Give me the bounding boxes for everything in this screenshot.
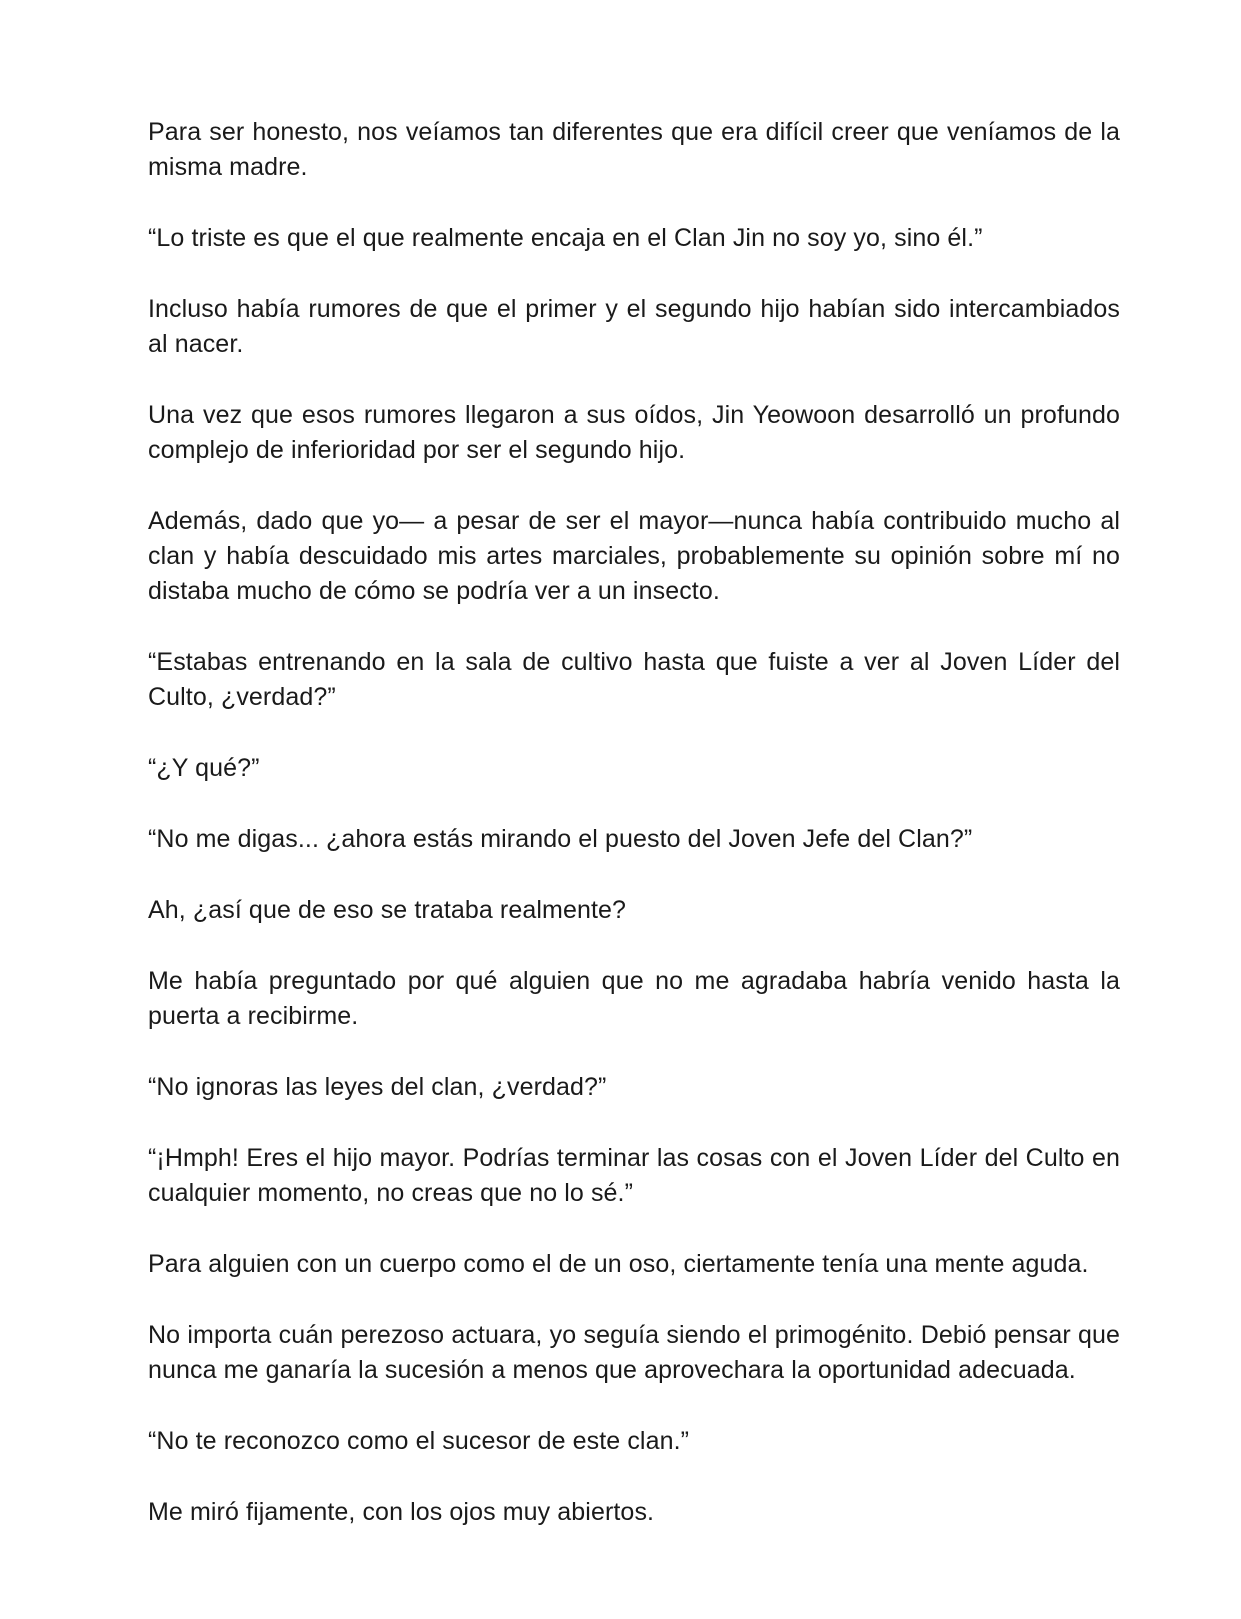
- paragraph: “No te reconozco como el sucesor de este clan.”: [148, 1427, 690, 1455]
- paragraph: “Lo triste es que el que realmente encaja en el Clan Jin no soy yo, sino él.”: [148, 224, 983, 252]
- paragraph: Para alguien con un cuerpo como el de un oso, ciertamente tenía una mente aguda.: [148, 1250, 1089, 1278]
- paragraph: “¿Y qué?”: [148, 754, 260, 782]
- paragraph: Además, dado que yo— a pesar de ser el mayor—nunca había contribuido mucho al clan y había descuidado mis artes marciales, probablemente su opinión sobre mí no distaba mucho de cómo se podría ver a un insecto.: [148, 507, 1120, 605]
- paragraph: Ah, ¿así que de eso se trataba realmente?: [148, 896, 627, 924]
- paragraph: No importa cuán perezoso actuara, yo seguía siendo el primogénito. Debió pensar que nunca me ganaría la sucesión a menos que aprovechara la oportunidad adecuada.: [148, 1321, 1120, 1384]
- paragraph: Para ser honesto, nos veíamos tan diferentes que era difícil creer que veníamos de la misma madre.: [148, 118, 1120, 181]
- paragraph: Incluso había rumores de que el primer y el segundo hijo habían sido intercambiados al nacer.: [148, 295, 1120, 358]
- document-page: [148, 115, 1120, 1530]
- paragraph: Una vez que esos rumores llegaron a sus oídos, Jin Yeowoon desarrolló un profundo complejo de inferioridad por ser el segundo hijo.: [148, 401, 1120, 464]
- paragraph: “Estabas entrenando en la sala de cultivo hasta que fuiste a ver al Joven Líder del Culto, ¿verdad?”: [148, 648, 1120, 711]
- paragraph: Me había preguntado por qué alguien que no me agradaba habría venido hasta la puerta a recibirme.: [148, 967, 1120, 1030]
- paragraph: Me miró fijamente, con los ojos muy abiertos.: [148, 1498, 655, 1526]
- paragraph: “¡Hmph! Eres el hijo mayor. Podrías terminar las cosas con el Joven Líder del Culto en cualquier momento, no creas que no lo sé.”: [148, 1144, 1120, 1207]
- paragraph: “No ignoras las leyes del clan, ¿verdad?”: [148, 1073, 607, 1101]
- paragraph: “No me digas... ¿ahora estás mirando el puesto del Joven Jefe del Clan?”: [148, 825, 973, 853]
